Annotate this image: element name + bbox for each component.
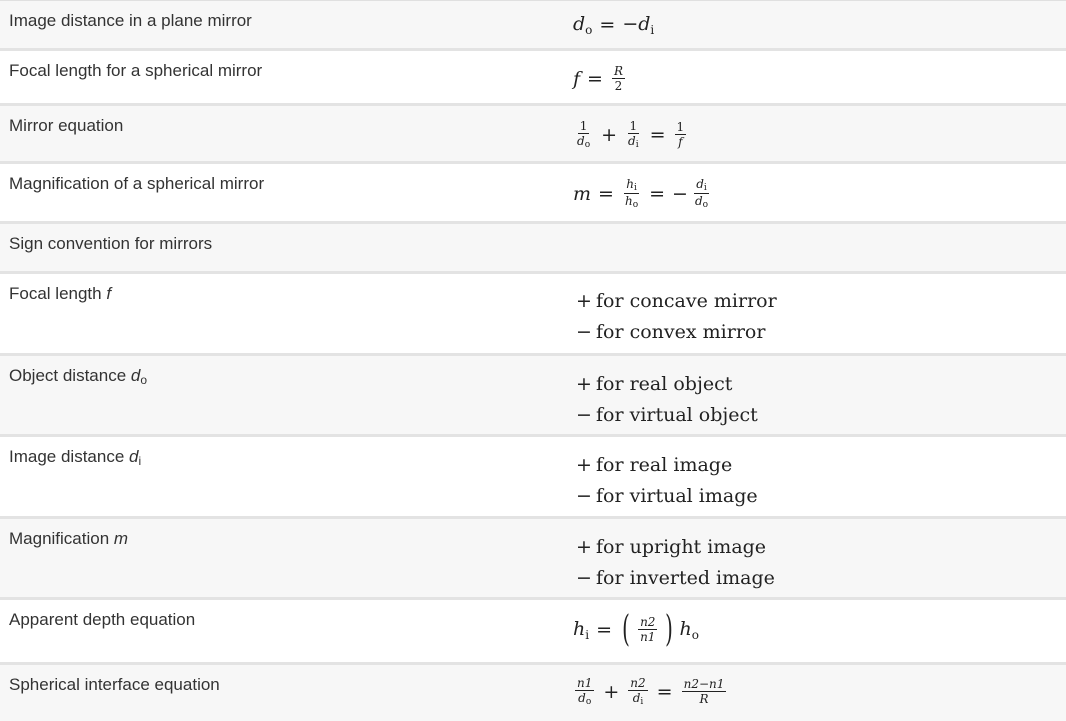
row-label: Focal length f [9,284,112,303]
formula-magnification: m = $\frac{h_i}{h_o}$ = − $\frac{d_i}{d_o}$ [573,177,709,211]
row-label: Image distance in a plane mirror [9,11,252,30]
table-row [0,106,1066,164]
row-label: Focal length for a spherical mirror [9,61,263,80]
sign-list: + for real image − for virtual image [576,454,758,507]
formula-focal-length: f = $\frac{R}{2}$ [573,64,624,93]
table-row [0,600,1066,665]
sign-list: + for concave mirror − for convex mirror [576,290,777,343]
sign-list: + for upright image − for inverted image [576,536,775,589]
row-label: Sign convention for mirrors [9,234,213,253]
formula-mirror-equation: $\frac{1}{d_o}$ + $\frac{1}{d_i}$ = $\frac{1}{f}$ [577,119,685,150]
table-row [0,665,1066,721]
sign-list: + for real object − for virtual object [576,373,758,426]
table-row [0,51,1066,106]
table-row [0,1,1066,51]
row-label: Spherical interface equation [9,675,220,694]
formula-spherical-interface: $\frac{n1}{d_o}$ + $\frac{n2}{d_i}$ = $\frac{n2-n1}{R}$ [577,676,725,707]
formula-apparent-depth: $h_i$ = ( $\frac{n2}{n1}$ ) $h_o$ [573,609,699,650]
row-label: Magnification of a spherical mirror [9,174,265,193]
formula-plane-mirror: $d_o$ = $-d_i$ [573,13,655,37]
table-row [0,224,1066,274]
table-row [0,164,1066,224]
table-row [0,437,1066,519]
row-label: Mirror equation [9,116,124,135]
row-label: Object distance $d_o$ [9,366,148,387]
row-label: Apparent depth equation [9,610,196,629]
row-label: Image distance $d_i$ [9,447,142,468]
row-label: Magnification m [9,529,129,548]
table-row [0,274,1066,356]
table-row [0,519,1066,600]
table-row [0,356,1066,437]
